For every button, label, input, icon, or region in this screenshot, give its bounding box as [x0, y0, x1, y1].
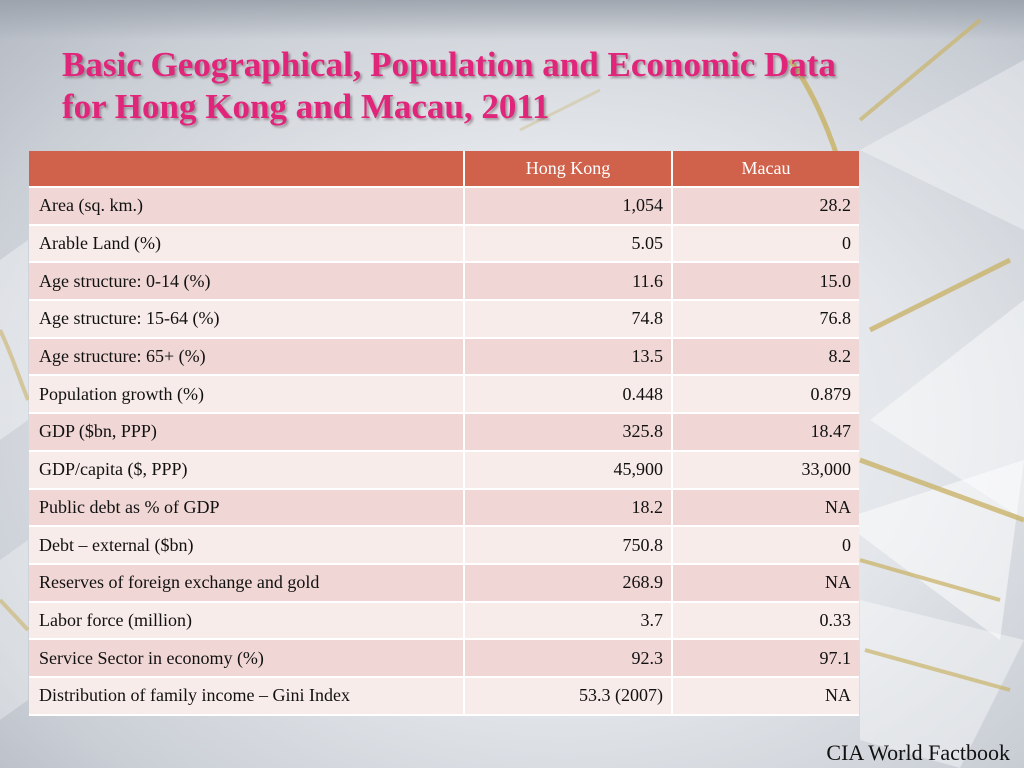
- row-label: Reserves of foreign exchange and gold: [29, 564, 464, 602]
- hong-kong-value: 53.3 (2007): [464, 677, 672, 715]
- macau-value: 28.2: [672, 187, 859, 225]
- table-row: [29, 602, 859, 640]
- slide-title: [62, 44, 982, 128]
- row-label: Service Sector in economy (%): [29, 639, 464, 677]
- macau-value: NA: [672, 564, 859, 602]
- table-row: [29, 413, 859, 451]
- macau-value: 0: [672, 225, 859, 263]
- table-row: [29, 451, 859, 489]
- hong-kong-value: 750.8: [464, 526, 672, 564]
- table-row: [29, 262, 859, 300]
- data-table: [29, 151, 859, 716]
- table-row: [29, 639, 859, 677]
- macau-value: 33,000: [672, 451, 859, 489]
- table-row: [29, 300, 859, 338]
- table-row: [29, 489, 859, 527]
- hong-kong-value: 1,054: [464, 187, 672, 225]
- hong-kong-value: 325.8: [464, 413, 672, 451]
- hong-kong-value: 3.7: [464, 602, 672, 640]
- hong-kong-value: 74.8: [464, 300, 672, 338]
- header-cell-hong-kong: Hong Kong: [464, 151, 672, 187]
- macau-value: 97.1: [672, 639, 859, 677]
- macau-value: NA: [672, 677, 859, 715]
- row-label: Age structure: 65+ (%): [29, 338, 464, 376]
- hong-kong-value: 0.448: [464, 375, 672, 413]
- macau-value: 76.8: [672, 300, 859, 338]
- macau-value: 0: [672, 526, 859, 564]
- table-row: [29, 526, 859, 564]
- row-label: Arable Land (%): [29, 225, 464, 263]
- table-row: [29, 187, 859, 225]
- hong-kong-value: 13.5: [464, 338, 672, 376]
- table-row: [29, 225, 859, 263]
- header-cell-label: [29, 151, 464, 187]
- hong-kong-value: 268.9: [464, 564, 672, 602]
- row-label: Distribution of family income – Gini Index: [29, 677, 464, 715]
- table-row: [29, 375, 859, 413]
- title-line-1: Basic Geographical, Population and Economic Data: [62, 45, 836, 84]
- macau-value: 15.0: [672, 262, 859, 300]
- row-label: Population growth (%): [29, 375, 464, 413]
- macau-value: 18.47: [672, 413, 859, 451]
- source-citation: CIA World Factbook: [826, 740, 1010, 765]
- row-label: Public debt as % of GDP: [29, 489, 464, 527]
- hong-kong-value: 18.2: [464, 489, 672, 527]
- macau-value: 8.2: [672, 338, 859, 376]
- header-cell-macau: Macau: [672, 151, 859, 187]
- row-label: GDP ($bn, PPP): [29, 413, 464, 451]
- hong-kong-value: 5.05: [464, 225, 672, 263]
- macau-value: 0.879: [672, 375, 859, 413]
- table-row: [29, 338, 859, 376]
- row-label: Labor force (million): [29, 602, 464, 640]
- macau-value: NA: [672, 489, 859, 527]
- title-line-2: for Hong Kong and Macau, 2011: [62, 87, 550, 126]
- table-row: [29, 564, 859, 602]
- table-row: [29, 677, 859, 715]
- hong-kong-value: 92.3: [464, 639, 672, 677]
- row-label: Area (sq. km.): [29, 187, 464, 225]
- row-label: Age structure: 0-14 (%): [29, 262, 464, 300]
- table-header-row: [29, 151, 859, 187]
- row-label: GDP/capita ($, PPP): [29, 451, 464, 489]
- row-label: Debt – external ($bn): [29, 526, 464, 564]
- macau-value: 0.33: [672, 602, 859, 640]
- hong-kong-value: 11.6: [464, 262, 672, 300]
- hong-kong-value: 45,900: [464, 451, 672, 489]
- row-label: Age structure: 15-64 (%): [29, 300, 464, 338]
